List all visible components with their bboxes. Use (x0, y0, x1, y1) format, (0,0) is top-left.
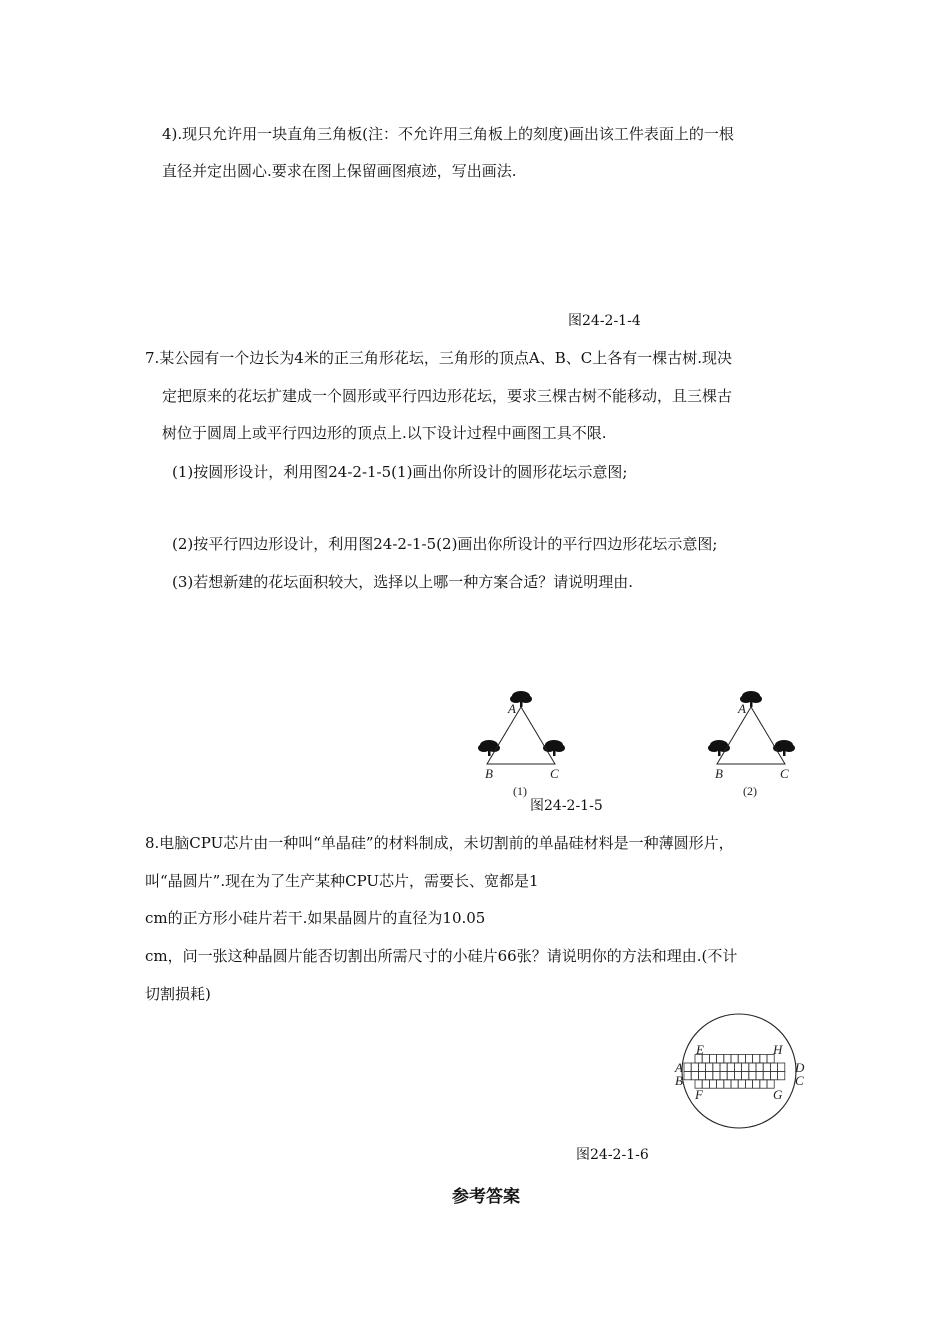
chip-cell (727, 1063, 734, 1071)
problem8-line1: 8.电脑CPU芯片由一种叫“单晶硅”的材料制成，未切割前的单晶硅材料是一种薄圆形片， (145, 834, 734, 852)
chip-cell (698, 1063, 705, 1071)
chip-cell (724, 1055, 731, 1063)
chip-cell (770, 1063, 777, 1071)
chip-cell (713, 1071, 720, 1079)
chip-cell (778, 1063, 785, 1071)
label-e: E (696, 1042, 704, 1057)
chip-cell (691, 1063, 698, 1071)
vertex-a-label: A (738, 701, 746, 716)
vertex-a-label: A (508, 701, 516, 716)
chip-cell (778, 1071, 785, 1079)
chip-cell (745, 1080, 752, 1088)
chip-cell (756, 1071, 763, 1079)
vertex-b-label: B (485, 766, 493, 781)
problem6-line1: 4).现只允许用一块直角三角板(注：不允许用三角板上的刻度)画出该工件表面上的一根 (162, 125, 734, 143)
chip-cell (760, 1055, 767, 1063)
vertex-c-label: C (550, 766, 559, 781)
chip-cell (753, 1055, 760, 1063)
triangle-figure-1 (470, 685, 570, 800)
chip-cell (684, 1063, 691, 1071)
chip-cell (738, 1055, 745, 1063)
label-h: H (773, 1042, 783, 1057)
chip-cell (745, 1055, 752, 1063)
figure-caption-24-2-1-6: 图24-2-1-6 (576, 1147, 649, 1163)
chip-cell (720, 1071, 727, 1079)
label-a: A (675, 1060, 683, 1075)
wafer-figure (672, 1015, 812, 1130)
chip-cell (698, 1071, 705, 1079)
chip-cell (753, 1080, 760, 1088)
chip-cell (720, 1063, 727, 1071)
chip-cell (763, 1071, 770, 1079)
chip-cell (727, 1071, 734, 1079)
chip-cell (770, 1071, 777, 1079)
problem7-question-3: (3)若想新建的花坛面积较大，选择以上哪一种方案合适？请说明理由. (172, 573, 634, 591)
chip-cell (749, 1071, 756, 1079)
sub-figure-label-1: (1) (513, 784, 527, 798)
label-f: F (695, 1087, 703, 1102)
chip-cell (738, 1080, 745, 1088)
tree-icon (543, 740, 565, 756)
triangle (717, 707, 785, 764)
vertex-c-label: C (780, 766, 789, 781)
chip-cell (713, 1063, 720, 1071)
figure-caption-24-2-1-5: 图24-2-1-5 (530, 798, 603, 814)
chip-cell (749, 1063, 756, 1071)
chip-cell (756, 1063, 763, 1071)
label-g: G (773, 1087, 783, 1102)
tree-icon (773, 740, 795, 756)
problem7-line2: 定把原来的花坛扩建成一个圆形或平行四边形花坛，要求三棵古树不能移动，且三棵古 (162, 387, 733, 405)
problem6-line2: 直径并定出圆心.要求在图上保留画图痕迹，写出画法. (162, 162, 517, 180)
problem7-line1: 7.某公园有一个边长为4米的正三角形花坛，三角形的顶点A、B、C上各有一棵古树.现决 (145, 349, 732, 367)
label-b: B (675, 1073, 683, 1088)
chip-cell (702, 1080, 709, 1088)
chip-cell (717, 1080, 724, 1088)
chip-cell (734, 1063, 741, 1071)
problem7-line3: 树位于圆周上或平行四边形的顶点上.以下设计过程中画图工具不限. (162, 424, 607, 442)
chip-cell (742, 1063, 749, 1071)
label-c: C (795, 1073, 804, 1088)
problem8-line4: cm，问一张这种晶圆片能否切割出所需尺寸的小硅片66张？请说明你的方法和理由.(不计 (145, 947, 738, 965)
chip-cell (709, 1080, 716, 1088)
wafer-circle (682, 1014, 796, 1128)
chip-cell (717, 1055, 724, 1063)
chip-cell (763, 1063, 770, 1071)
answers-heading: 参考答案 (452, 1187, 520, 1207)
label-d: D (795, 1060, 805, 1075)
chip-cell (734, 1071, 741, 1079)
chip-cell (731, 1055, 738, 1063)
chip-cell (706, 1071, 713, 1079)
chip-cell (706, 1063, 713, 1071)
chip-cell (731, 1080, 738, 1088)
problem8-line5: 切割损耗) (145, 985, 211, 1003)
chip-cell (760, 1080, 767, 1088)
problem7-question-2: (2)按平行四边形设计，利用图24-2-1-5(2)画出你所设计的平行四边形花坛示意图; (172, 535, 718, 553)
chip-cell (709, 1055, 716, 1063)
problem7-question-1: (1)按圆形设计，利用图24-2-1-5(1)画出你所设计的圆形花坛示意图; (172, 463, 628, 481)
triangle (487, 707, 555, 764)
figure-caption-24-2-1-4: 图24-2-1-4 (568, 313, 641, 329)
chip-cell (724, 1080, 731, 1088)
problem8-line3: cm的正方形小硅片若干.如果晶圆片的直径为10.05 (145, 909, 486, 927)
triangle-figure-2 (700, 685, 800, 800)
chip-cell (691, 1071, 698, 1079)
chip-cell (742, 1071, 749, 1079)
chip-cell (684, 1071, 691, 1079)
chip-grid (684, 1055, 785, 1089)
problem8-line2: 叫“晶圆片”.现在为了生产某种CPU芯片，需要长、宽都是1 (145, 872, 539, 890)
vertex-b-label: B (715, 766, 723, 781)
sub-figure-label-2: (2) (743, 784, 757, 798)
